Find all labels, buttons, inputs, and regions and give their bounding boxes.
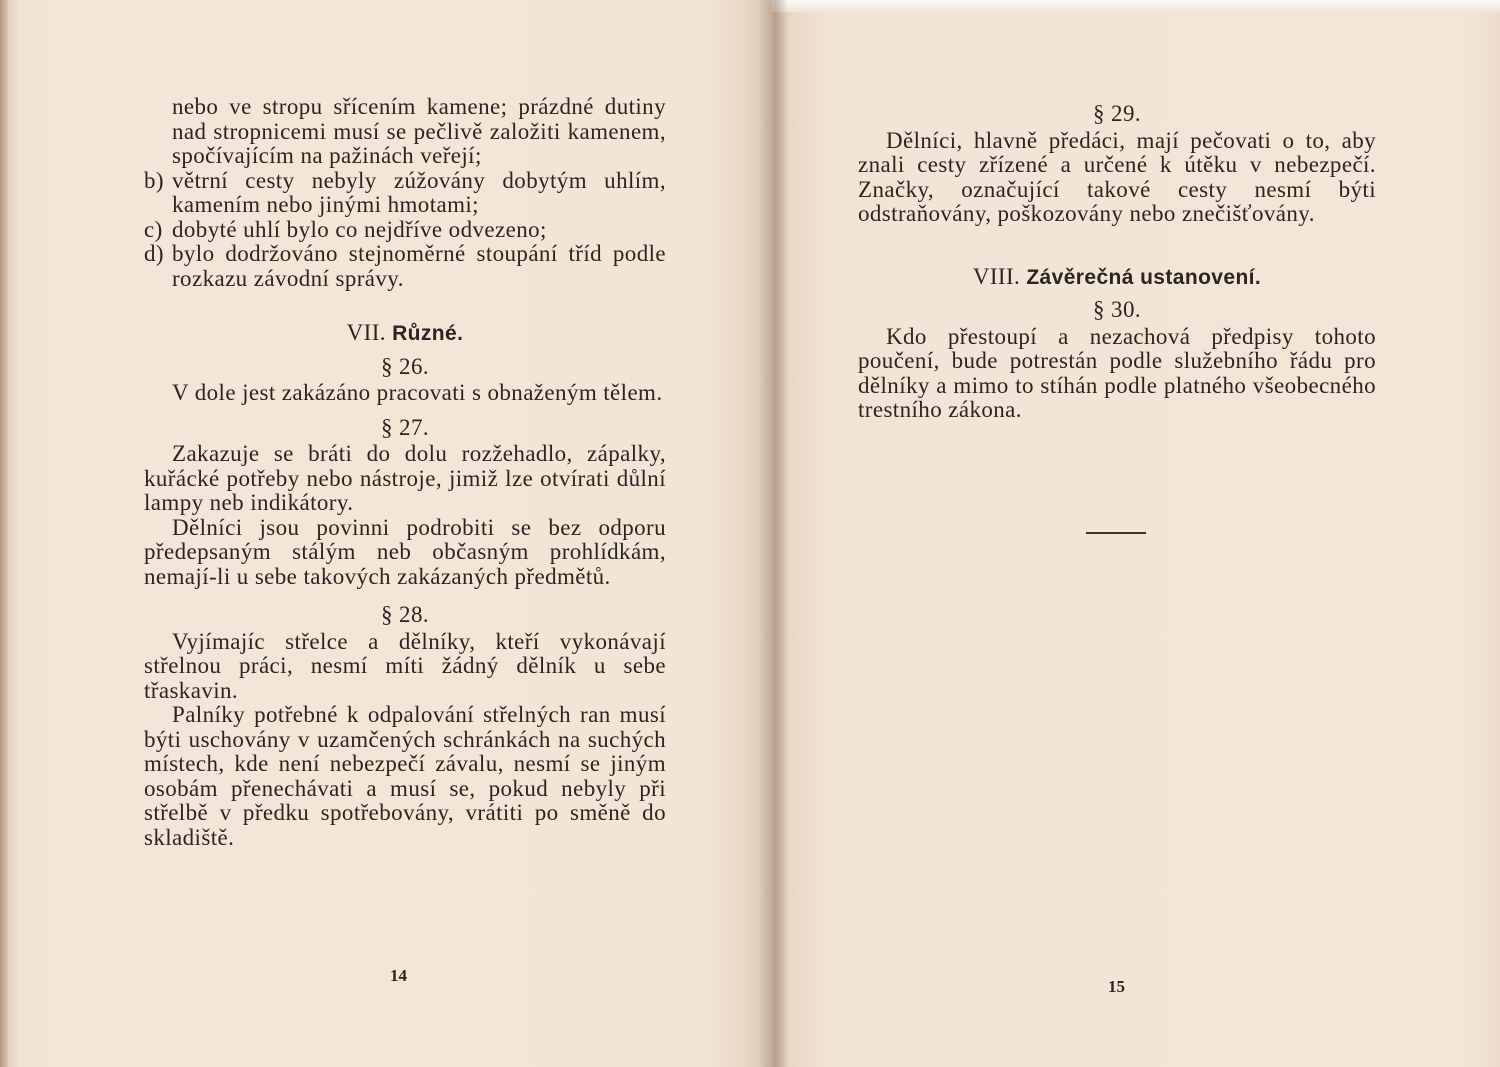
page-number-right: 15 [1108, 977, 1125, 996]
paragraph-27-text-1: Zakazuje se bráti do dolu rozžehadlo, zápalky, kuřácké potřeby nebo nástroje, jimiž lze otvírati důlní lampy neb indikátory. [144, 441, 666, 515]
paragraph-28-text-2: Palníky potřebné k odpalování střelných ran musí býti uschovány v uzamčených schránkách na suchých místech, kde není nebezpečí závalu, nesmí se jiným osobám přenechávati a musí se, pokud nebyly při střelbě v předku spotřebovány, vrátiti po směně do skladiště. [144, 702, 666, 850]
left-text-column [144, 95, 666, 850]
paragraph-26-text: V dole jest zakázáno pracovati s obnaženým tělem. [172, 380, 663, 405]
paragraph-mark-28: § 28. [381, 602, 429, 627]
section-heading-viii [858, 265, 1376, 291]
list-item [144, 169, 666, 218]
paragraph-28-text-1: Vyjímajíc střelce a dělníky, kteří vykonávají střelnou práci, nesmí míti žádný dělník u sebe třaskavin. [144, 628, 666, 703]
list-item-text: bylo dodržováno stejnoměrné stoupání tříd podle rozkazu závodní správy. [172, 241, 666, 291]
continuation-paragraph: nebo ve stropu sřícením kamene; prázdné dutiny nad stropnicemi musí se pečlivě založiti kamenem, spočívajícím na pažinách veřejí; [172, 94, 666, 168]
list-item-text: dobyté uhlí bylo co nejdříve odvezeno; [172, 216, 547, 242]
list-item-mark: d) [144, 241, 164, 266]
section-heading-vii [144, 321, 666, 347]
paragraph-29-text: Dělníci, hlavně předáci, mají pečovati o to, aby znali cesty zřízené a určené k útěku v nebezpečí. Značky, označující takové cesty nesmí býti odstraňovány, poškozovány nebo znečišťovány. [858, 127, 1376, 226]
section-number: VIII. [972, 263, 1021, 289]
paragraph-mark-26: § 26. [381, 353, 429, 379]
paragraph-27-text-2: Dělníci jsou povinni podrobiti se bez odporu předepsaným stálým neb občasným prohlídkám, nemají-li u sebe takových zakázaných předmětů. [144, 514, 666, 589]
right-page [772, 0, 1500, 1067]
section-title: Závěrečná ustanovení. [1026, 265, 1262, 289]
book-spine-shadow [758, 0, 788, 1067]
list-item [144, 218, 666, 243]
paragraph-mark-29: § 29. [1093, 101, 1141, 126]
list-item [144, 242, 666, 291]
paragraph-mark-27: § 27. [381, 414, 429, 440]
closing-rule [1086, 532, 1146, 534]
list-item-mark: b) [144, 167, 164, 193]
left-page-edge [0, 0, 8, 1067]
paragraph-mark-30: § 30. [1093, 297, 1141, 322]
list-item-mark: c) [144, 216, 163, 242]
right-text-column [858, 102, 1376, 423]
list-item-text: větrní cesty nebyly zúžovány dobytým uhlím, kamením nebo jinými hmotami; [172, 167, 666, 217]
section-title: Různé. [392, 322, 464, 345]
page-number-left: 14 [390, 966, 407, 985]
section-number: VII. [346, 320, 386, 345]
right-page-top-edge [772, 0, 1500, 12]
paragraph-30-text: Kdo přestoupí a nezachová předpisy tohoto poučení, bude potrestán podle služebního řádu pro dělníky a mimo to stíhán podle platného všeobecného trestního zákona. [858, 323, 1376, 422]
